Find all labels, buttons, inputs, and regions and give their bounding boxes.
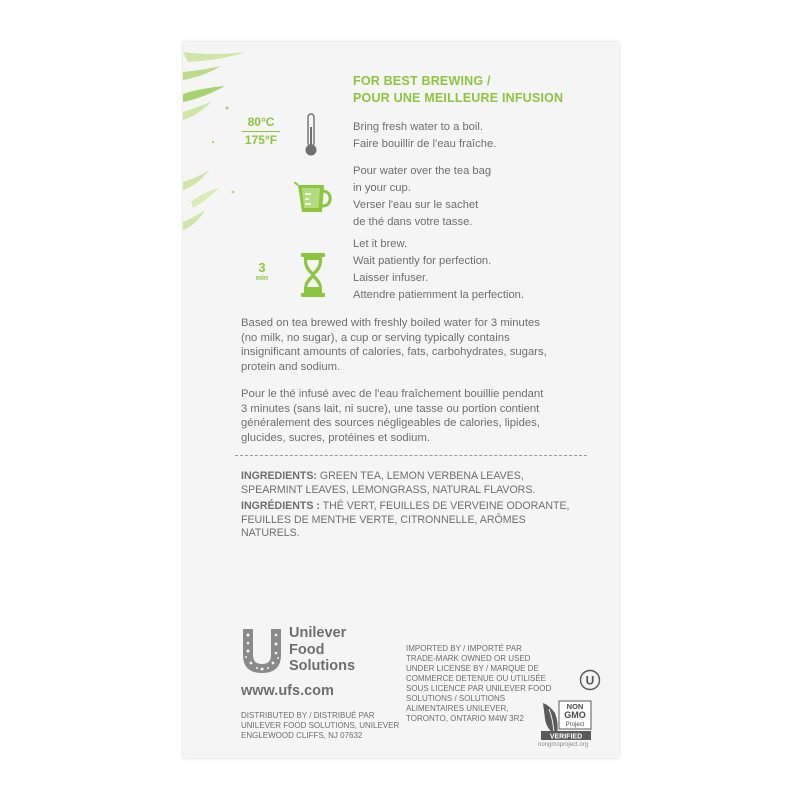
kosher-symbol-icon: [579, 669, 601, 691]
importer-line: UNDER LICENSE BY / MARQUE DE: [406, 664, 539, 673]
step-pour-fr-2: de thé dans votre tasse.: [353, 216, 473, 228]
step-brew: [353, 236, 524, 304]
hourglass-icon: [301, 253, 325, 297]
tea-box-back-panel: [183, 42, 619, 758]
step-boil-en: Bring fresh water to a boil.: [353, 121, 483, 133]
step-boil: [353, 119, 496, 153]
kosher-symbol-letter: U: [585, 673, 595, 688]
step-brew-en-1: Let it brew.: [353, 238, 408, 250]
ingredients-fr-line: THÉ VERT, FEUILLES DE VERVEINE ODORANTE,: [319, 500, 570, 512]
brew-time-value: 3: [258, 260, 266, 275]
step-pour: [353, 163, 491, 231]
nongmo-text: Project: [565, 722, 585, 728]
importer-line: SOUS LICENCE PAR UNILEVER FOOD: [406, 684, 552, 693]
ingredients-en-line: SPEARMINT LEAVES, LEMONGRASS, NATURAL FLAVORS.: [241, 483, 536, 496]
nutrition-en-line: (no milk, no sugar), a cup or serving typically contains: [241, 331, 510, 344]
nutrition-fr-line: 3 minutes (sans lait, ni sucre), une tasse ou portion contient: [241, 402, 540, 415]
website-url: www.ufs.com: [241, 683, 334, 699]
step-pour-fr-1: Verser l'eau sur le sachet: [353, 199, 479, 211]
brand-name-line: Unilever: [289, 625, 347, 641]
importer-line: TORONTO, ONTARIO M4W 3R2: [406, 714, 524, 723]
nongmo-text: NON: [566, 702, 584, 711]
step-pour-en-1: Pour water over the tea bag: [353, 165, 492, 177]
nutrition-en-line: protein and sodium.: [241, 360, 341, 373]
temperature-celsius: 80°C: [247, 115, 275, 129]
importer-line: TRADE-MARK OWNED OR USED: [406, 654, 531, 663]
temperature-label: [236, 114, 286, 149]
nutrition-fr-line: Pour le thé infusé avec de l'eau fraîchement bouillie pendant: [241, 388, 544, 400]
nutrition-fr-line: généralement des sources négligeables de calories, lipides,: [241, 417, 540, 429]
importer-info: [406, 644, 551, 724]
step-brew-en-2: Wait patiently for perfection.: [353, 255, 492, 267]
nutrition-en-line: insignificant amounts of calories, fats, carbohydrates, sugars,: [241, 346, 547, 358]
nongmo-verified-text: VERIFIED: [549, 733, 583, 741]
brand-name-line: Food: [289, 641, 325, 658]
ingredients-fr: [241, 500, 601, 541]
step-pour-en-2: in your cup.: [353, 182, 411, 194]
ingredients-en-line: GREEN TEA, LEMON VERBENA LEAVES,: [316, 470, 524, 482]
measuring-cup-icon: [294, 182, 332, 214]
step-brew-fr-1: Laisser infuser.: [353, 272, 429, 284]
brew-time-unit: min: [255, 275, 269, 282]
importer-line: ALIMENTAIRES UNILEVER,: [406, 704, 509, 713]
unilever-food-solutions-wordmark: [289, 625, 355, 675]
brewing-heading: [353, 73, 563, 107]
distributor-line: DISTRIBUTED BY / DISTRIBUÉ PAR: [241, 711, 375, 720]
importer-line: SOLUTIONS / SOLUTIONS: [406, 694, 506, 703]
nutrition-statement-en: [241, 316, 601, 374]
importer-line: COMMERCE DETENUE OU UTILISÉE: [406, 674, 547, 683]
brand-name-line: Solutions: [289, 658, 356, 674]
dashed-divider: [235, 455, 587, 456]
ingredients-fr-label: INGRÉDIENTS :: [241, 500, 320, 512]
step-brew-fr-2: Attendre patiemment la perfection.: [353, 289, 525, 301]
ingredients-fr-line: NATURELS.: [241, 527, 300, 539]
nongmo-url: nongmoproject.org: [538, 742, 589, 748]
green-splash-decoration: [183, 42, 253, 272]
nongmo-text: GMO: [564, 710, 586, 720]
importer-line: IMPORTED BY / IMPORTÉ PAR: [406, 644, 522, 653]
brewing-heading-en: FOR BEST BREWING /: [353, 74, 491, 88]
nutrition-statement-fr: [241, 387, 601, 445]
non-gmo-verified-icon: [539, 699, 593, 741]
ingredients-fr-line: FEUILLES DE MENTHE VERTE, CITRONNELLE, ARÔMES: [241, 513, 526, 526]
thermometer-icon: [304, 113, 318, 157]
ingredients-en: [241, 470, 601, 497]
brewing-heading-fr: POUR UNE MEILLEURE INFUSION: [353, 91, 564, 105]
nutrition-en-line: Based on tea brewed with freshly boiled water for 3 minutes: [241, 317, 540, 329]
ingredients-en-label: INGREDIENTS:: [241, 470, 317, 482]
distributor-line: UNILEVER FOOD SOLUTIONS, UNILEVER: [241, 721, 400, 730]
temperature-fahrenheit: 175°F: [244, 133, 278, 147]
unilever-logo-icon: [241, 627, 283, 675]
brew-time-label: [251, 261, 273, 282]
step-boil-fr: Faire bouillir de l'eau fraîche.: [353, 138, 497, 150]
distributor-line: ENGLEWOOD CLIFFS, NJ 07632: [241, 731, 363, 740]
nutrition-fr-line: glucides, sucres, protéines et sodium.: [241, 431, 431, 444]
distributor-info: [241, 711, 399, 741]
